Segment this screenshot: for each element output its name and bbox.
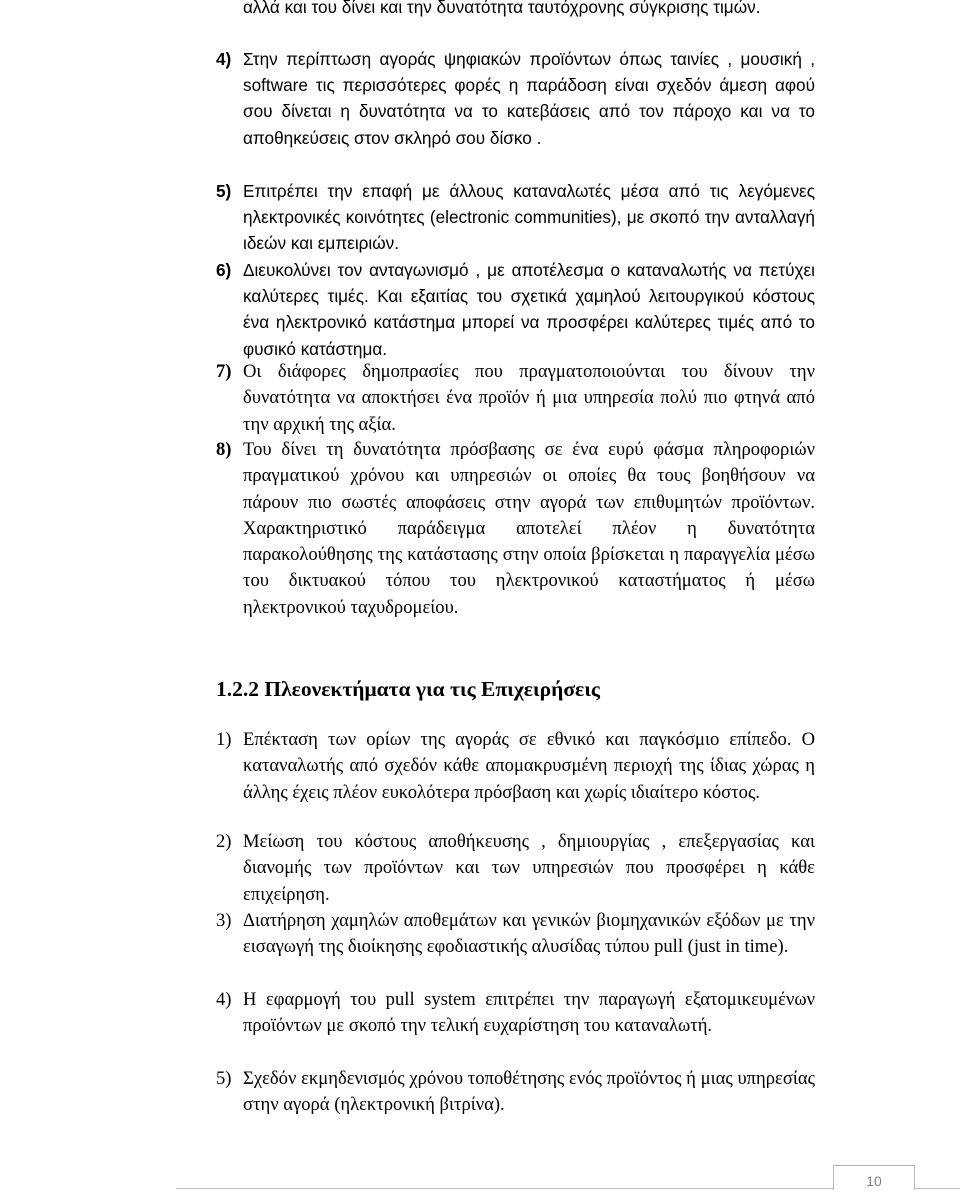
- business-item-5-text: Σχεδόν εκμηδενισμός χρόνου τοποθέτησης ενός προϊόντος ή μιας υπηρεσίας στην αγορά (ηλεκτρονική βιτρίνα).: [243, 1068, 815, 1116]
- consumer-item-8-text: Του δίνει τη δυνατότητα πρόσβασης σε ένα ευρύ φάσμα πληροφοριών πραγματικού χρόνου και υπηρεσιών οι οποίες θα τους βοηθήσουν να πάρουν πιο σωστές αποφάσεις στην αγορά των επιθυμητών προϊόντων. Χαρακτηριστικό παράδειγμα αποτελεί πλέον η δυνατότητα παρακολούθησης της κατάστασης στην οποία βρίσκεται η παραγγελία μέσω του δικτυακού τόπου του ηλεκτρονικού καταστήματος ή μέσω ηλεκτρονικού ταχυδρομείου.: [243, 439, 815, 618]
- consumer-item-7-text: Οι διάφορες δημοπρασίες που πραγματοποιούνται του δίνουν την δυνατότητα να αποκτήσει ένα προϊόν ή μια υπηρεσία πολύ πιο φτηνά από την αρχική της αξία.: [243, 361, 815, 435]
- consumer-item-7-number: 7): [216, 361, 232, 382]
- business-item-1-number: 1): [216, 729, 232, 750]
- business-item-1-text: Επέκταση των ορίων της αγοράς σε εθνικό και παγκόσμιο επίπεδο. Ο καταναλωτής από σχεδόν κάθε απομακρυσμένη περιοχή της ίδιας χώρας η άλλης έχεις πλέον ευκολότερα πρόσβαση και χωρίς ιδιαίτερο κόστος.: [243, 729, 815, 803]
- business-item-5-number: 5): [216, 1068, 232, 1089]
- continuation-paragraph: αλλά και του δίνει και την δυνατότητα ταυτόχρονης σύγκρισης τιμών.: [243, 0, 761, 17]
- business-item-4-text: Η εφαρμογή του pull system επιτρέπει την παραγωγή εξατομικευμένων προϊόντων με σκοπό την τελική ευχαρίστηση του καταναλωτή.: [243, 989, 815, 1037]
- consumer-item-4-number: 4): [216, 49, 232, 69]
- consumer-item-4-text: Στην περίπτωση αγοράς ψηφιακών προϊόντων όπως ταινίες , μουσική , software τις περισσότερες φορές η παράδοση είναι σχεδόν άμεση αφού σου δίνεται η δυνατότητα να το κατεβάσεις από τον πάροχο και να το αποθηκεύσεις στον σκληρό σου δίσκο .: [243, 49, 815, 148]
- business-item-3-text: Διατήρηση χαμηλών αποθεμάτων και γενικών βιομηχανικών εξόδων με την εισαγωγή της διοίκησης εφοδιαστικής αλυσίδας τύπου pull (just in time).: [243, 910, 815, 958]
- consumer-item-5-text: Επιτρέπει την επαφή με άλλους καταναλωτές μέσα από τις λεγόμενες ηλεκτρονικές κοινότητες (electronic communities), με σκοπό την ανταλλαγή ιδεών και εμπειριών.: [243, 181, 815, 254]
- consumer-item-8-number: 8): [216, 439, 232, 460]
- business-item-3-number: 3): [216, 910, 232, 931]
- business-item-2-text: Μείωση του κόστους αποθήκευσης , δημιουργίας , επεξεργασίας και διανομής των προϊόντων και των υπηρεσιών που προσφέρει η κάθε επιχείρηση.: [243, 831, 815, 905]
- page-number: 10: [833, 1165, 915, 1190]
- business-item-4-number: 4): [216, 989, 232, 1010]
- consumer-item-6-text: Διευκολύνει τον ανταγωνισμό , με αποτέλεσμα ο καταναλωτής να πετύχει καλύτερες τιμές. Και εξαιτίας του σχετικά χαμηλού λειτουργικού κόστους ένα ηλεκτρονικό κατάστημα μπορεί να προσφέρει καλύτερες τιμές από το φυσικό κατάστημα.: [243, 260, 815, 359]
- section-heading: 1.2.2 Πλεονεκτήματα για τις Επιχειρήσεις: [216, 677, 600, 701]
- business-item-2-number: 2): [216, 831, 232, 852]
- consumer-item-5-number: 5): [216, 181, 232, 201]
- consumer-item-6-number: 6): [216, 260, 232, 280]
